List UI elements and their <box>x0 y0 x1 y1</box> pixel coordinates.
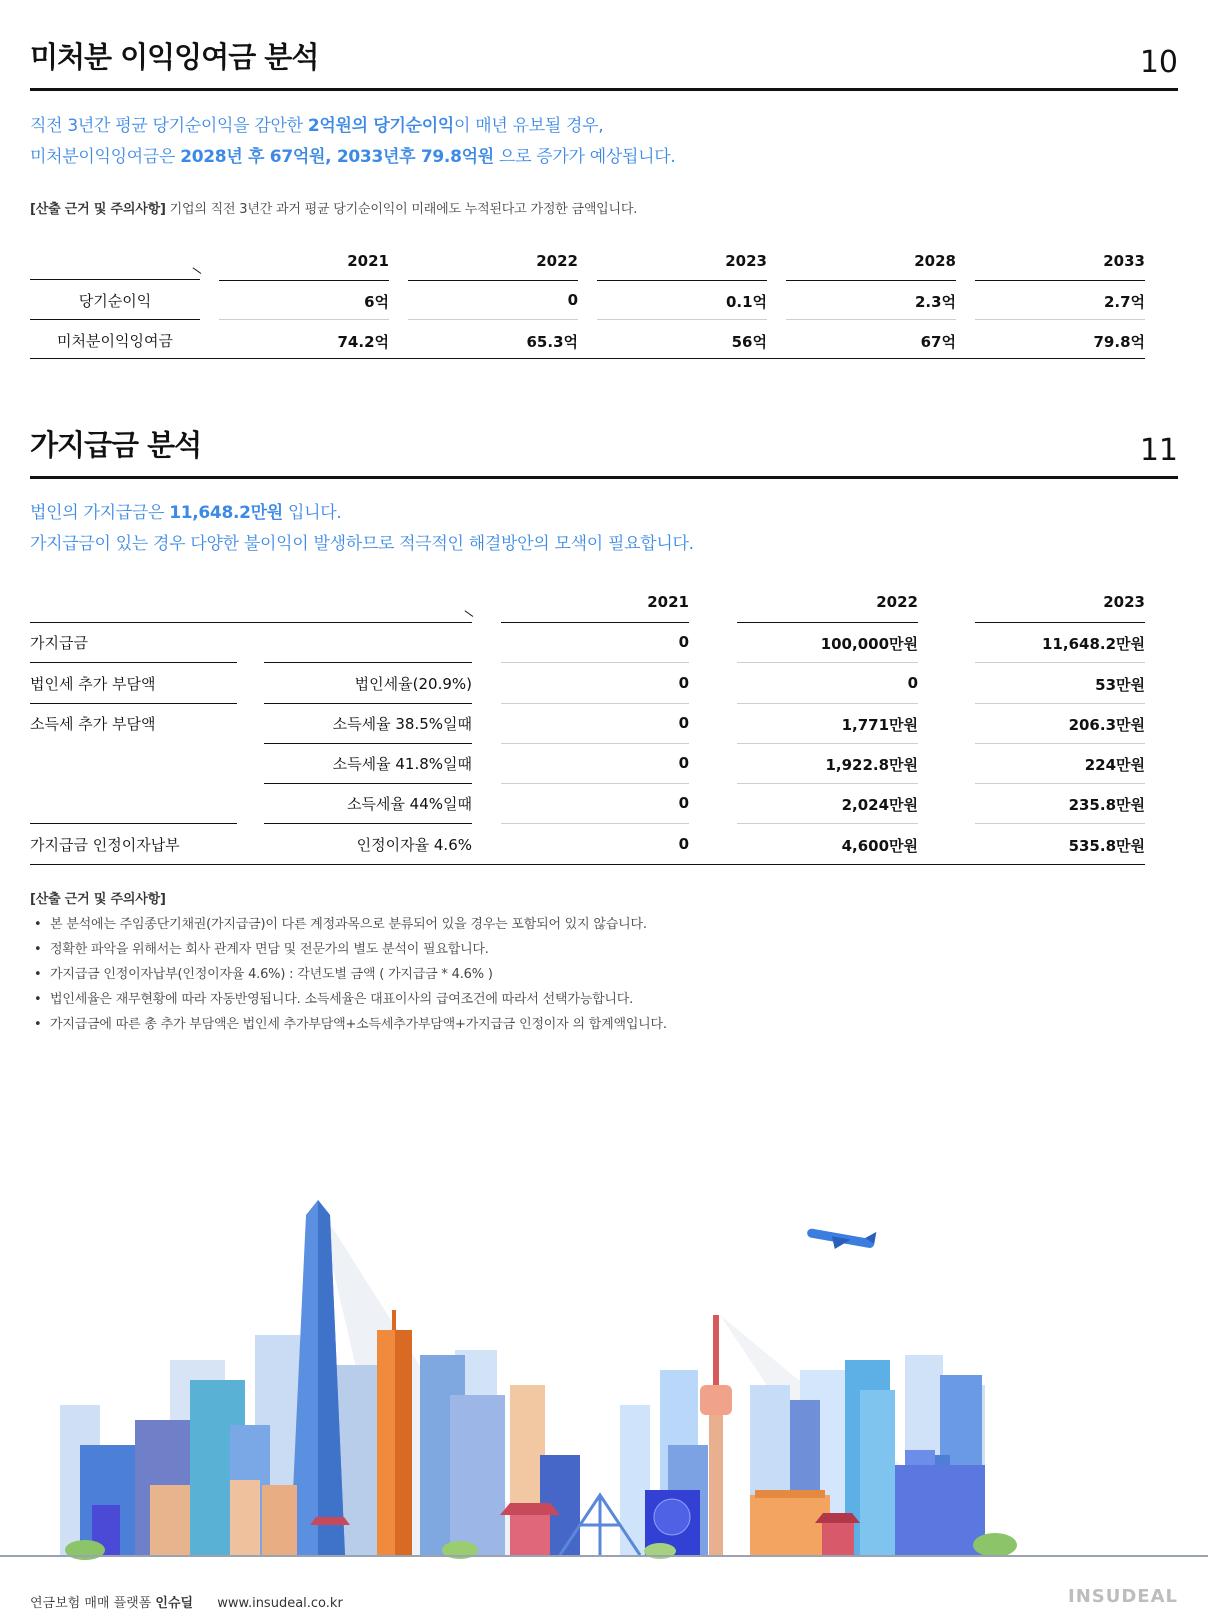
year-header: 2021 <box>347 252 389 270</box>
year-header: 2033 <box>1103 252 1145 270</box>
row-divider <box>219 319 389 320</box>
row-divider <box>737 662 918 663</box>
calc-note <box>30 198 637 217</box>
summary-line2-post: 으로 증가가 예상됩니다. <box>493 147 676 167</box>
table-cell: 0 <box>678 633 689 651</box>
calc-note-label: [산출 근거 및 주의사항] <box>30 202 166 217</box>
summary-line1-post: 이 매년 유보될 경우, <box>454 116 604 136</box>
row-sublabel: 소득세율 44%일때 <box>346 795 472 813</box>
table-cell: 2.3억 <box>914 293 956 311</box>
notes-title <box>30 888 166 907</box>
row-label: 당기순이익 <box>78 292 152 310</box>
summary-line2-pre: 미처분이익잉여금은 <box>30 147 181 167</box>
table-bottom-rule <box>30 358 1145 359</box>
header-divider <box>408 280 578 281</box>
notes-list <box>30 912 667 1037</box>
year-header: 2022 <box>876 593 918 611</box>
row-label: 가지급금 <box>30 634 88 652</box>
footer <box>30 1592 343 1611</box>
list-item: • 가지급금에 따른 총 추가 부담액은 법인세 추가부담액+소득세추가부담액+가지급금 인정이자 의 합계액입니다. <box>30 1012 667 1037</box>
row-divider <box>30 319 200 320</box>
table-cell: 1,922.8만원 <box>825 756 918 774</box>
row-divider <box>786 319 956 320</box>
summary-text <box>30 111 675 173</box>
row-divider <box>975 743 1145 744</box>
row-divider <box>264 823 472 824</box>
table-cell: 74.2억 <box>337 333 389 351</box>
city-skyline-illustration <box>0 1195 1208 1570</box>
list-item: • 정확한 파악을 위해서는 회사 관계자 면담 및 전문가의 별도 분석이 필요합니다. <box>30 937 667 962</box>
section-title: 미처분 이익잉여금 분석 <box>30 40 319 74</box>
row-divider <box>264 743 472 744</box>
year-header: 2021 <box>647 593 689 611</box>
notes-title-text: [산출 근거 및 주의사항] <box>30 892 166 907</box>
table-cell: 56억 <box>731 333 767 351</box>
page-number: 11 <box>1139 433 1178 468</box>
row-divider <box>501 703 689 704</box>
row-divider <box>30 662 237 663</box>
table-cell: 0 <box>907 674 918 692</box>
header-divider <box>597 280 767 281</box>
row-divider <box>264 783 472 784</box>
table-cell: 11,648.2만원 <box>1042 635 1145 653</box>
header-divider <box>975 280 1145 281</box>
table-cell: 0 <box>678 754 689 772</box>
header-divider <box>501 622 689 623</box>
row-divider <box>264 703 472 704</box>
table-cell: 206.3만원 <box>1068 716 1145 734</box>
row-divider <box>975 662 1145 663</box>
page-number: 10 <box>1139 45 1178 80</box>
header-divider-arrow <box>30 279 200 280</box>
table-cell: 67억 <box>920 333 956 351</box>
row-sublabel: 소득세율 38.5%일때 <box>332 715 472 733</box>
table-cell: 65.3억 <box>526 333 578 351</box>
row-label: 가지급금 인정이자납부 <box>30 836 180 854</box>
calc-note-text: 기업의 직전 3년간 과거 평균 당기순이익이 미래에도 누적된다고 가정한 금액입니다. <box>165 202 638 217</box>
table-cell: 0.1억 <box>725 293 767 311</box>
row-divider <box>408 319 578 320</box>
summary-line2-bold: 2028년 후 67억원, 2033년후 79.8억원 <box>180 147 494 167</box>
summary-text <box>30 498 694 560</box>
section-header-retained-earnings <box>30 26 1178 91</box>
table-cell: 2,024만원 <box>841 796 918 814</box>
row-divider <box>597 319 767 320</box>
row-divider <box>501 823 689 824</box>
header-divider <box>737 622 918 623</box>
table-cell: 0 <box>678 835 689 853</box>
table-cell: 224만원 <box>1084 756 1145 774</box>
header-divider <box>786 280 956 281</box>
table-cell: 235.8만원 <box>1068 796 1145 814</box>
summary-line1-post: 입니다. <box>282 503 342 523</box>
list-item: • 법인세율은 재무현황에 따라 자동반영됩니다. 소득세율은 대표이사의 급여조건에 따라서 선택가능합니다. <box>30 987 667 1012</box>
table-cell: 100,000만원 <box>820 635 918 653</box>
row-label: 미처분이익잉여금 <box>57 332 173 350</box>
summary-line1-pre: 법인의 가지급금은 <box>30 503 170 523</box>
header-divider <box>219 280 389 281</box>
table-cell: 0 <box>678 714 689 732</box>
year-header: 2023 <box>725 252 767 270</box>
table-cell: 6억 <box>364 293 389 311</box>
row-divider <box>501 743 689 744</box>
section-header-suspense-payment <box>30 414 1178 479</box>
row-sublabel: 법인세율(20.9%) <box>354 675 472 693</box>
table-cell: 2.7억 <box>1103 293 1145 311</box>
row-divider <box>975 703 1145 704</box>
section-title: 가지급금 분석 <box>30 428 202 462</box>
list-item: • 본 분석에는 주임종단기채권(가지급금)이 다른 계정과목으로 분류되어 있을 경우는 포함되어 있지 않습니다. <box>30 912 667 937</box>
row-label: 소득세 추가 부담액 <box>30 715 156 733</box>
table-cell: 0 <box>567 291 578 309</box>
row-divider <box>30 823 237 824</box>
year-header: 2028 <box>914 252 956 270</box>
row-divider <box>501 783 689 784</box>
row-divider <box>264 662 472 663</box>
year-header: 2022 <box>536 252 578 270</box>
summary-line2: 가지급금이 있는 경우 다양한 불이익이 발생하므로 적극적인 해결방안의 모색이 필요합니다. <box>30 534 694 554</box>
footer-text: 연금보험 매매 플랫폼 <box>30 1596 156 1611</box>
list-item: • 가지급금 인정이자납부(인정이자율 4.6%) : 각년도별 금액 ( 가지급금 * 4.6% ) <box>30 962 667 987</box>
table-bottom-rule <box>30 864 1145 865</box>
row-divider <box>30 703 237 704</box>
row-divider <box>737 703 918 704</box>
row-divider <box>975 823 1145 824</box>
row-label: 법인세 추가 부담액 <box>30 675 156 693</box>
row-divider <box>737 823 918 824</box>
table-cell: 0 <box>678 674 689 692</box>
year-header: 2023 <box>1103 593 1145 611</box>
summary-line1-pre: 직전 3년간 평균 당기순이익을 감안한 <box>30 116 308 136</box>
row-sublabel: 인정이자율 4.6% <box>356 836 472 854</box>
row-divider <box>975 783 1145 784</box>
table-cell: 79.8억 <box>1093 333 1145 351</box>
table-cell: 1,771만원 <box>841 716 918 734</box>
table-cell: 535.8만원 <box>1068 837 1145 855</box>
row-divider <box>737 783 918 784</box>
summary-line1-bold: 11,648.2만원 <box>169 503 283 523</box>
table-cell: 0 <box>678 794 689 812</box>
header-divider-arrow <box>30 622 472 623</box>
insudeal-logo: INSUDEAL <box>1068 1586 1178 1607</box>
footer-url[interactable]: www.insudeal.co.kr <box>217 1596 343 1611</box>
table-cell: 4,600만원 <box>841 837 918 855</box>
row-divider <box>975 319 1145 320</box>
header-divider <box>975 622 1145 623</box>
table-cell: 53만원 <box>1095 676 1145 694</box>
row-divider <box>737 743 918 744</box>
footer-brand: 인슈딜 <box>155 1596 194 1611</box>
summary-line1-bold: 2억원의 당기순이익 <box>307 116 454 136</box>
row-divider <box>501 662 689 663</box>
row-sublabel: 소득세율 41.8%일때 <box>332 755 472 773</box>
